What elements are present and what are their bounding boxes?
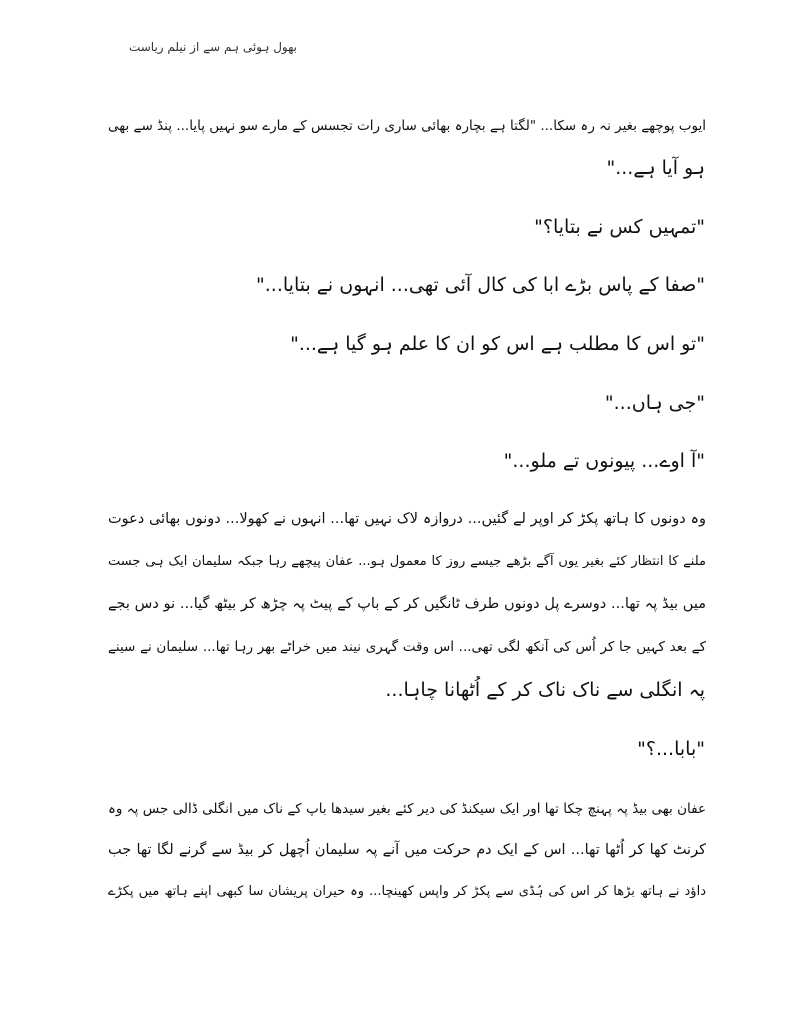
- dialogue-line-1: "تمہیں کس نے بتایا؟": [534, 216, 705, 238]
- dialogue-line-5: "آ اوے... پیونوں تے ملو...": [503, 450, 705, 472]
- running-header: بھول ہوئی ہم سے از نیلم ریاست: [128, 40, 297, 54]
- paragraph-2-line-1: وہ دونوں کا ہاتھ پکڑ کر اوپر لے گئیں... دروازہ لاک نہیں تھا... انہوں نے کھولا... دونوں بھائی دعوت: [108, 511, 706, 527]
- baba-line: "بابا...؟": [637, 738, 705, 760]
- paragraph-1-line-2: ہو آیا ہے...": [606, 157, 705, 179]
- paragraph-2-line-3: میں بیڈ پہ تھا... دوسرے پل دونوں طرف ٹانگیں کر کے باپ کے پیٹ پہ چڑھ کر بیٹھ گیا... نو دس بجے: [108, 596, 706, 612]
- paragraph-1-line-1: ایوب پوچھے بغیر نہ رہ سکا... "لگتا ہے بچارہ بھائی ساری رات تجسس کے مارے سو نہیں پایا... پنڈ سے بھی: [108, 118, 706, 134]
- dialogue-line-3: "تو اس کا مطلب ہے اس کو ان کا علم ہو گیا ہے...": [290, 333, 705, 355]
- dialogue-line-4: "جی ہاں...": [604, 392, 705, 414]
- paragraph-2-line-5: پہ انگلی سے ناک ناک کر کے اُٹھانا چاہا...: [385, 679, 705, 701]
- dialogue-line-2: "صفا کے پاس بڑے ابا کی کال آئی تھی... انہوں نے بتایا...": [256, 274, 705, 296]
- paragraph-3-line-1: عفان بھی بیڈ پہ پہنچ چکا تھا اور ایک سیکنڈ کی دیر کئے بغیر سیدھا باپ کے ناک میں انگلی ڈالی جس پہ وہ: [108, 801, 706, 817]
- paragraph-3-line-2: کرنٹ کھا کر اُٹھا تھا... اس کے ایک دم حرکت میں آنے پہ سلیمان اُچھل کر بیڈ سے گرنے لگا تھا جب: [108, 842, 706, 858]
- paragraph-3-line-3: داؤد نے ہاتھ بڑھا کر اس کی ہُڈی سے پکڑ کر واپس کھینچا... وہ حیران پریشان سا کبھی اپنے ہاتھ میں پکڑے: [108, 884, 706, 899]
- paragraph-2-line-4: کے بعد کہیں جا کر اُس کی آنکھ لگی تھی... اس وقت گہری نیند میں خراٹے بھر رہا تھا... سلیمان نے سینے: [108, 639, 706, 655]
- paragraph-2-line-2: ملنے کا انتظار کئے بغیر یوں آگے بڑھے جیسے روز کا معمول ہو... عفان پیچھے رہا جبکہ سلیمان ایک ہی جست: [108, 554, 706, 569]
